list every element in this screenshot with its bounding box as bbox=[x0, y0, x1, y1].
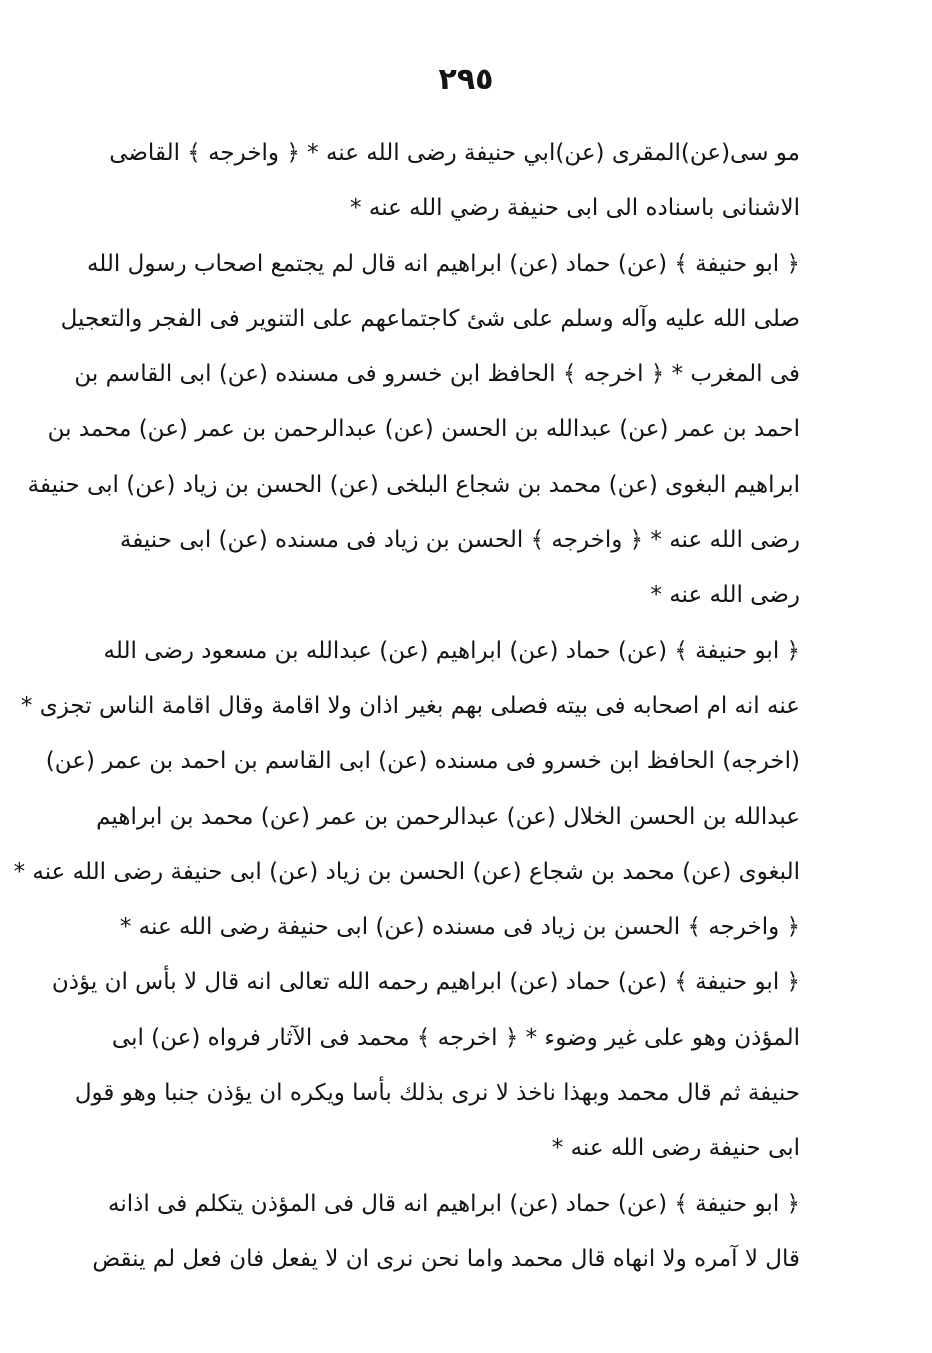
text-line-2: الاشنانى باسناده الى ابى حنيفة رضي الله عنه * bbox=[350, 195, 800, 222]
text-line-16: ﴿ ابو حنيفة ﴾ (عن) حماد (عن) ابراهيم رحمه الله تعالى انه قال لا بأس ان يؤذن bbox=[51, 969, 800, 996]
text-line-21: قال لا آمره ولا انهاه قال محمد واما نحن نرى ان لا يفعل فان فعل لم ينقض bbox=[92, 1245, 800, 1272]
text-line-4: صلى الله عليه وآله وسلم على شئ كاجتماعهم على التنوير فى الفجر والتعجيل bbox=[60, 305, 800, 332]
text-line-1: مو سى(عن)المقرى (عن)ابي حنيفة رضى الله عنه * ﴿ واخرجه ﴾ القاضى bbox=[109, 140, 800, 166]
text-line-7: ابراهيم البغوى (عن) محمد بن شجاع البلخى (عن) الحسن بن زياد (عن) ابى حنيفة bbox=[27, 471, 800, 498]
text-line-6: احمد بن عمر (عن) عبدالله بن الحسن (عن) عبدالرحمن بن عمر (عن) محمد بن bbox=[47, 416, 800, 443]
text-line-14: البغوى (عن) محمد بن شجاع (عن) الحسن بن زياد (عن) ابى حنيفة رضى الله عنه * bbox=[13, 858, 800, 885]
text-line-19: ابى حنيفة رضى الله عنه * bbox=[551, 1135, 800, 1162]
page-number: ٢٩٥ bbox=[438, 62, 494, 97]
body-text bbox=[13, 126, 800, 1287]
text-line-10: ﴿ ابو حنيفة ﴾ (عن) حماد (عن) ابراهيم (عن) عبدالله بن مسعود رضى الله bbox=[103, 637, 800, 664]
text-line-12: (اخرجه) الحافظ ابن خسرو فى مسنده (عن) ابى القاسم بن احمد بن عمر (عن) bbox=[45, 748, 800, 775]
text-line-9: رضى الله عنه * bbox=[650, 582, 800, 609]
text-line-3: ﴿ ابو حنيفة ﴾ (عن) حماد (عن) ابراهيم انه قال لم يجتمع اصحاب رسول الله bbox=[86, 250, 800, 277]
text-line-17: المؤذن وهو على غير وضوء * ﴿ اخرجه ﴾ محمد فى الآثار فرواه (عن) ابى bbox=[111, 1024, 800, 1051]
text-line-5: فى المغرب * ﴿ اخرجه ﴾ الحافظ ابن خسرو فى مسنده (عن) ابى القاسم بن bbox=[74, 361, 800, 388]
text-line-20: ﴿ ابو حنيفة ﴾ (عن) حماد (عن) ابراهيم انه قال فى المؤذن يتكلم فى اذانه bbox=[107, 1190, 800, 1217]
text-line-11: عنه انه ام اصحابه فى بيته فصلى بهم بغير اذان ولا اقامة وقال اقامة الناس تجزى * bbox=[20, 692, 800, 719]
text-line-8: رضى الله عنه * ﴿ واخرجه ﴾ الحسن بن زياد فى مسنده (عن) ابى حنيفة bbox=[119, 527, 800, 554]
text-line-13: عبدالله بن الحسن الخلال (عن) عبدالرحمن بن عمر (عن) محمد بن ابراهيم bbox=[96, 803, 800, 830]
text-line-18: حنيفة ثم قال محمد وبهذا ناخذ لا نرى بذلك بأسا ويكره ان يؤذن جنبا وهو قول bbox=[74, 1080, 800, 1107]
text-line-15: ﴿ واخرجه ﴾ الحسن بن زياد فى مسنده (عن) ابى حنيفة رضى الله عنه * bbox=[119, 914, 800, 941]
